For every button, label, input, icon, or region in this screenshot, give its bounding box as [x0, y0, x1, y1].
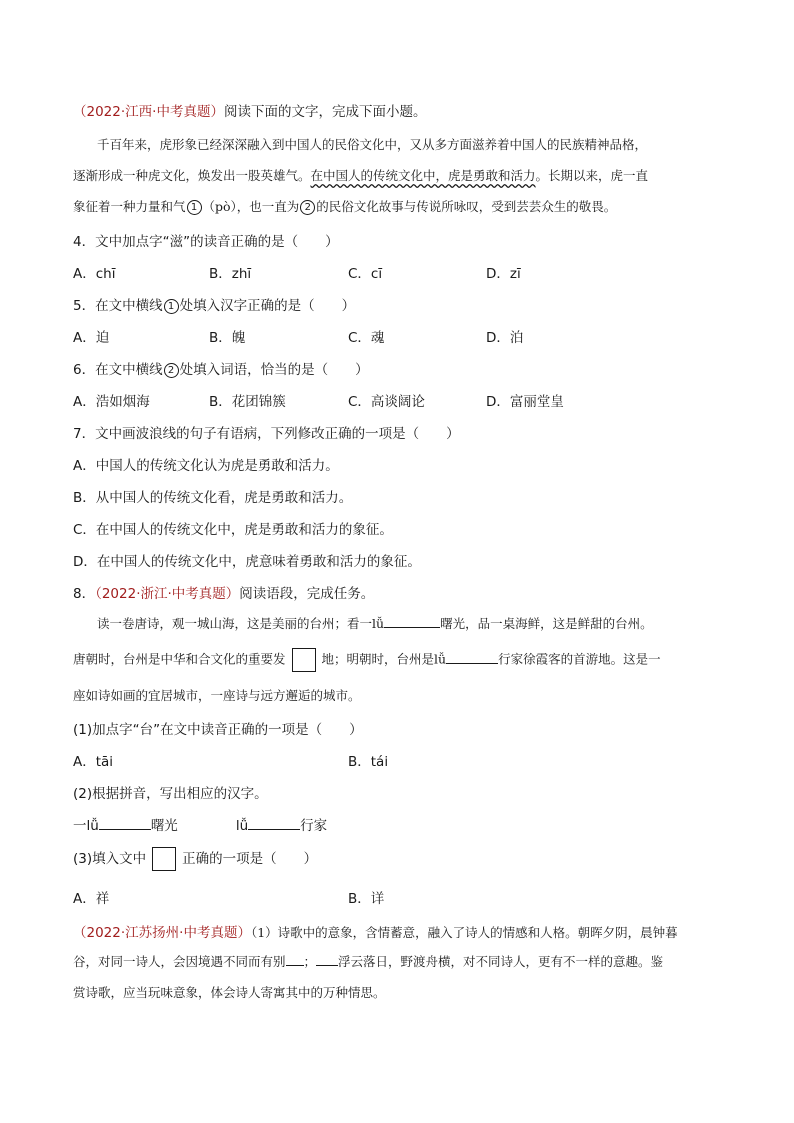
- q5-option-a[interactable]: A．迫: [73, 330, 110, 346]
- q8-passage-line2: 唐朝时，台州是中华和合文化的重要发 地；明朝时，台州是lǚ 行家徐霞客的首游地。这是一: [73, 648, 661, 672]
- q8-sub3-option-a[interactable]: A．祥: [73, 891, 110, 907]
- q8-passage-line1: 读一卷唐诗，观一城山海，这是美丽的台州；看一lǚ 曙光，品一桌海鲜，这是鲜甜的台州。: [97, 616, 653, 631]
- source-tag: （2022·江苏扬州·中考真题）: [73, 925, 251, 941]
- answer-blank[interactable]: [384, 627, 440, 628]
- q8-heading: 8．（2022·浙江·中考真题）阅读语段，完成任务。: [73, 586, 375, 602]
- answer-blank[interactable]: [248, 829, 300, 830]
- q8-sub1-option-b[interactable]: B．tái: [348, 754, 389, 770]
- q7-option-c[interactable]: C．在中国人的传统文化中，虎是勇敢和活力的象征。: [73, 522, 393, 538]
- q9-line2: 谷，对同一诗人，会因境遇不同而有别 ； 浮云落日，野渡舟横，对不同诗人，更有不一样的意趣。鉴: [73, 954, 664, 969]
- blank-marker-1: 1: [187, 200, 202, 215]
- answer-blank[interactable]: [99, 829, 151, 830]
- q7-stem: 7．文中画波浪线的句子有语病，下列修改正确的一项是（ ）: [73, 426, 460, 442]
- answer-blank[interactable]: [286, 965, 304, 966]
- q8-sub3-stem: (3)填入文中 正确的一项是（ ）: [73, 847, 317, 871]
- source-tag: （2022·浙江·中考真题）: [95, 586, 240, 602]
- blank-marker-1: 1: [164, 299, 179, 314]
- q7-option-d[interactable]: D．在中国人的传统文化中，虎意味着勇敢和活力的象征。: [73, 554, 421, 570]
- passage1-line3: 象征着一种力量和气 1 （pò），也一直为 2 的民俗文化故事与传说所咏叹，受到芸芸众生的敬畏。: [73, 199, 617, 214]
- answer-blank[interactable]: [446, 663, 498, 664]
- q5-option-b[interactable]: B．魄: [209, 330, 246, 346]
- q6-option-d[interactable]: D．富丽堂皇: [486, 394, 564, 410]
- q5-option-c[interactable]: C．魂: [348, 330, 385, 346]
- q4-option-a[interactable]: A．chī: [73, 266, 116, 282]
- q8-sub1-stem: (1)加点字“台”在文中读音正确的一项是（ ）: [73, 722, 363, 738]
- q4-option-b[interactable]: B．zhī: [209, 266, 252, 282]
- q8-passage-line3: 座如诗如画的宜居城市，一座诗与远方邂逅的城市。: [73, 688, 361, 703]
- intro-text: 阅读下面的文字，完成下面小题。: [223, 104, 427, 120]
- q6-option-c[interactable]: C．高谈阔论: [348, 394, 425, 410]
- answer-box[interactable]: [292, 648, 316, 672]
- answer-box[interactable]: [152, 847, 176, 871]
- q7-option-b[interactable]: B．从中国人的传统文化看，虎是勇敢和活力。: [73, 490, 353, 506]
- q5-stem: 5．在文中横线 1 处填入汉字正确的是（ ）: [73, 298, 356, 314]
- q7-option-a[interactable]: A．中国人的传统文化认为虎是勇敢和活力。: [73, 458, 339, 474]
- q6-stem: 6．在文中横线 2 处填入词语，恰当的是（ ）: [73, 362, 369, 378]
- passage1-line1: 千百年来，虎形象已经深深融入到中国人的民俗文化中，又从多方面滋养着中国人的民族精神品格，: [97, 137, 648, 152]
- source-tag: （2022·江西·中考真题）: [73, 104, 224, 120]
- q9-line1: （2022·江苏扬州·中考真题）（1）诗歌中的意象，含情蓄意，融入了诗人的情感和人格。朝晖夕阴，晨钟暮: [73, 925, 678, 941]
- q4-option-d[interactable]: D．zī: [486, 266, 521, 282]
- q6-option-b[interactable]: B．花团锦簇: [209, 394, 286, 410]
- q-intro: [73, 100, 426, 120]
- q4-stem: 4．文中加点字“滋”的读音正确的是（ ）: [73, 234, 339, 250]
- q8-sub3-option-b[interactable]: B．详: [348, 891, 385, 907]
- wavy-sentence: 在中国人的传统文化中，虎是勇敢和活力: [310, 168, 536, 183]
- blank-marker-2: 2: [164, 363, 179, 378]
- q9-line3: 赏诗歌，应当玩味意象，体会诗人寄寓其中的万种情思。: [73, 985, 386, 1000]
- q4-option-c[interactable]: C．cī: [348, 266, 383, 282]
- blank-marker-2: 2: [300, 200, 315, 215]
- q6-option-a[interactable]: A．浩如烟海: [73, 394, 150, 410]
- q8-sub1-option-a[interactable]: A．tāi: [73, 754, 114, 770]
- passage1-line2: 逐渐形成一种虎文化，焕发出一股英雄气。在中国人的传统文化中，虎是勇敢和活力。长期以来，虎一直: [73, 168, 649, 183]
- q8-sub2-stem: (2)根据拼音，写出相应的汉字。: [73, 786, 268, 802]
- answer-blank[interactable]: [316, 965, 338, 966]
- q5-option-d[interactable]: D．泊: [486, 330, 524, 346]
- q8-sub2-answers: 一lǚ 曙光 lǚ 行家: [73, 818, 328, 834]
